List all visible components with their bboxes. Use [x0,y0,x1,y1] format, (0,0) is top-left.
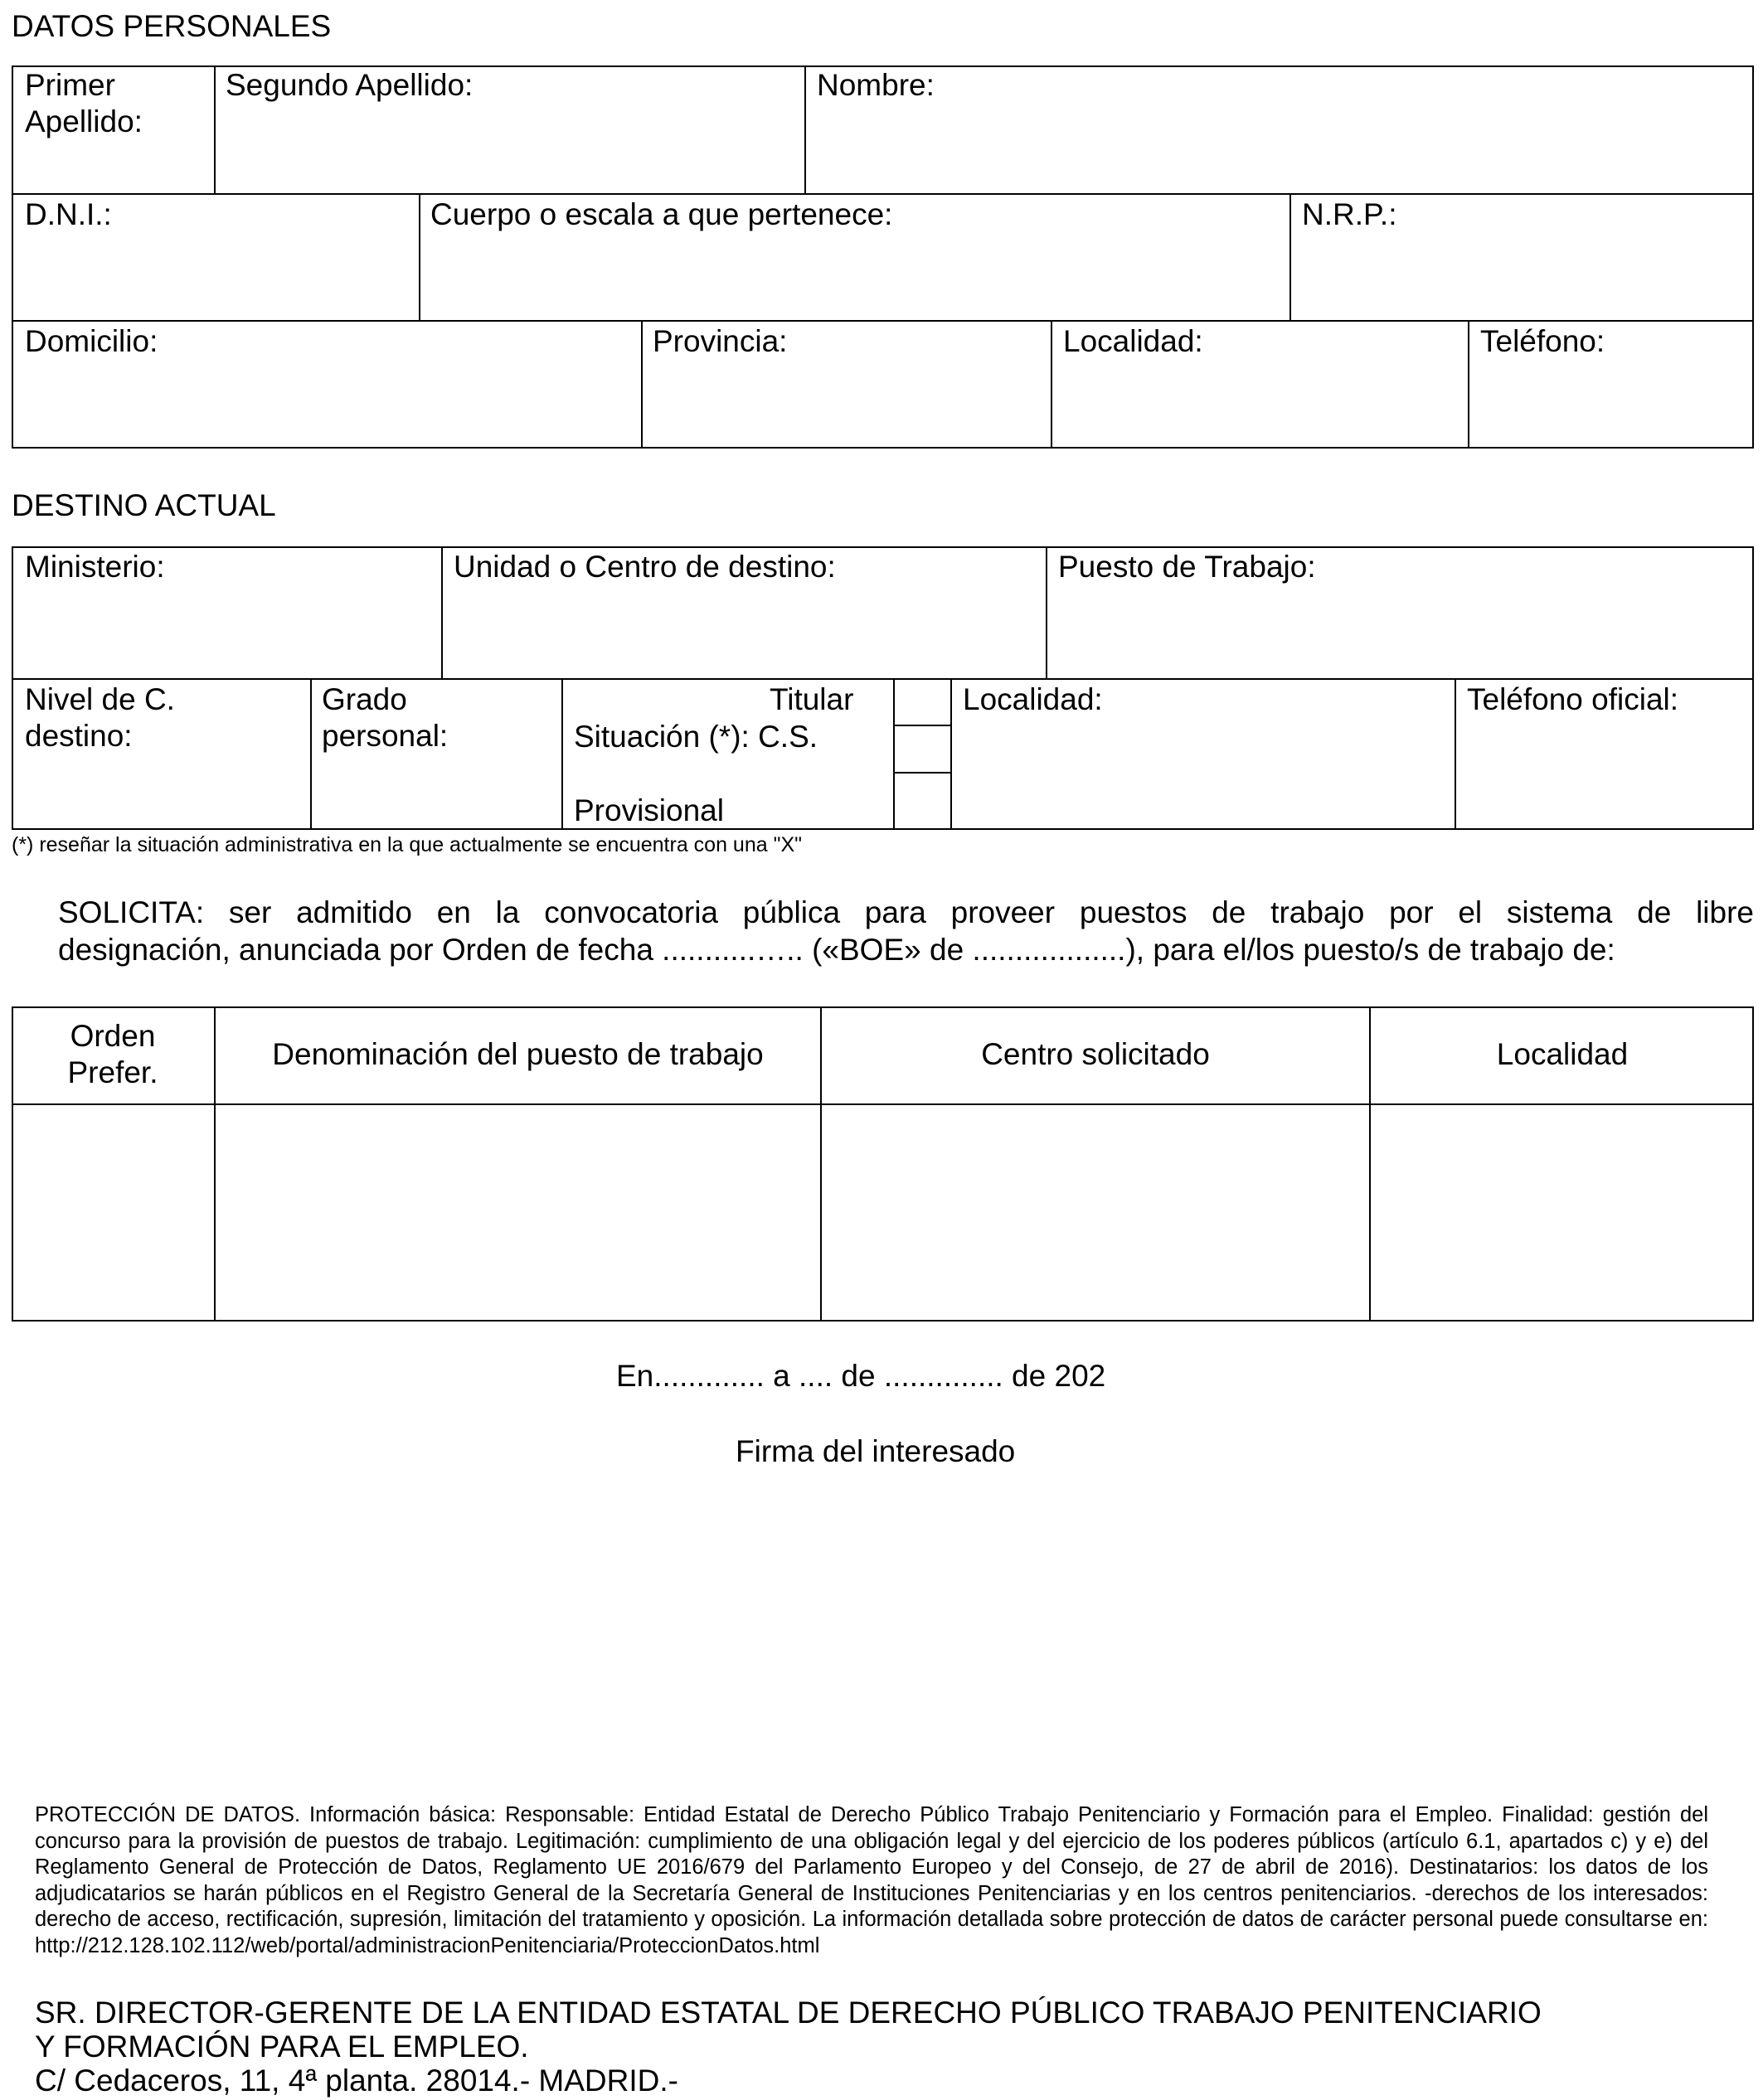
row-divider [12,320,1754,322]
destinatario-line-3: C/ Cedaceros, 11, 4ª planta. 28014.- MADRID.- [35,2064,678,2098]
field-telefono-oficial[interactable]: Teléfono oficial: [1467,682,1679,716]
field-dni[interactable]: D.N.I.: [25,197,112,231]
header-label: Orden [70,1019,156,1053]
field-label: destino: [25,719,133,753]
datos-personales-table [12,65,1754,449]
proteccion-datos-notice: PROTECCIÓN DE DATOS. Información básica: Responsable: Entidad Estatal de Derecho Público Trabajo Penitenciario y Formación para el Empleo. Finalidad: gestión del concurso para la provisión de puestos de trabajo. Legitimación: cumplimiento de una obligación legal y del ejercicio de los poderes públicos (artículo 6.1, apartados c) y e) del Reglamento General de Protección de Datos, Reglamento UE 2016/679 del Parlamento Europeo y del Consejo, de 27 de abril de 2016). Destinatarios: los datos de los adjudicatarios se harán públicos en el Registro General de la Secretaría General de Instituciones Penitenciarias y en los centros penitenciarios. -derechos de los interesados: derecho de acceso, rectificación, supresión, limitación del tratamiento y oposición. La información detallada sobre protección de datos de carácter personal puede consultarse en: http://212.128.102.112/web/portal/administracionPenitenciaria/ProteccionDatos.html [35,1803,1708,1957]
destinatario-line-1: SR. DIRECTOR-GERENTE DE LA ENTIDAD ESTATAL DE DERECHO PÚBLICO TRABAJO PENITENCIARIO [35,1996,1542,2030]
cell-denominacion[interactable] [216,1105,820,1320]
field-nombre[interactable]: Nombre: [817,68,935,102]
col-divider [804,65,806,194]
cell-localidad[interactable] [1371,1105,1752,1320]
col-header-denominacion: Denominación del puesto de trabajo [272,1037,764,1071]
col-divider [419,193,420,321]
col-header-centro: Centro solicitado [981,1037,1210,1071]
field-label: personal: [322,719,449,753]
field-primer-apellido[interactable] [25,67,143,140]
checkbox-cs[interactable] [895,726,950,772]
col-divider [1468,320,1469,449]
field-segundo-apellido[interactable]: Segundo Apellido: [226,68,474,102]
header-label: Prefer. [67,1055,158,1089]
fecha-line: En............. a .... de .............. de 202 [616,1359,1106,1393]
section-heading-destino-actual: DESTINO ACTUAL [12,488,276,522]
field-unidad-centro[interactable]: Unidad o Centro de destino: [454,550,836,584]
col-divider [641,320,643,449]
checkbox-titular[interactable] [895,680,950,725]
col-divider [1289,193,1291,321]
field-cuerpo-escala[interactable]: Cuerpo o escala a que pertenece: [430,197,893,231]
field-localidad[interactable]: Localidad: [1063,324,1203,358]
col-header-localidad: Localidad [1496,1037,1629,1071]
field-provincia[interactable]: Provincia: [653,324,788,358]
section-heading-datos-personales: DATOS PERSONALES [12,9,332,43]
solicita-line-2: designación, anunciada por Orden de fecha ...........….. («BOE» de ..................), para el/los puesto/s de trabajo de: [58,933,1615,967]
cell-orden[interactable] [13,1105,214,1320]
label-situacion-cs: Situación (*): C.S. [574,720,818,754]
col-divider [310,678,312,830]
field-localidad-destino[interactable]: Localidad: [963,682,1103,716]
field-label: Apellido: [25,104,143,138]
destinatario-line-2: Y FORMACIÓN PARA EL EMPLEO. [35,2030,529,2064]
field-label: Grado [322,682,407,716]
field-domicilio[interactable]: Domicilio: [25,324,158,358]
col-header-orden [12,1018,214,1091]
footnote-situacion: (*) reseñar la situación administrativa en la que actualmente se encuentra con una "X" [12,833,803,856]
field-label: Nivel de C. [25,682,175,716]
field-grado-personal[interactable] [322,681,448,754]
col-divider [1046,546,1047,679]
label-titular: Titular [770,682,854,716]
checkbox-provisional[interactable] [895,774,950,828]
label-provisional: Provisional [574,793,724,827]
row-divider [12,193,1754,195]
col-divider [214,65,216,194]
col-divider [950,678,952,830]
field-nrp[interactable]: N.R.P.: [1302,197,1397,231]
firma-interesado: Firma del interesado [736,1434,1016,1468]
row-divider [12,678,1754,680]
col-divider [441,546,443,679]
col-divider [561,678,563,830]
field-ministerio[interactable]: Ministerio: [25,550,165,584]
col-divider [1051,320,1052,449]
field-puesto-trabajo[interactable]: Puesto de Trabajo: [1058,550,1316,584]
field-label: Primer [25,68,115,102]
solicita-line-1: SOLICITA: ser admitido en la convocatoria pública para proveer puestos de trabajo por el sistema de libre [58,895,1754,929]
field-nivel-destino[interactable] [25,681,175,754]
field-telefono[interactable]: Teléfono: [1480,324,1605,358]
cell-centro[interactable] [822,1105,1369,1320]
col-divider [1455,678,1456,830]
